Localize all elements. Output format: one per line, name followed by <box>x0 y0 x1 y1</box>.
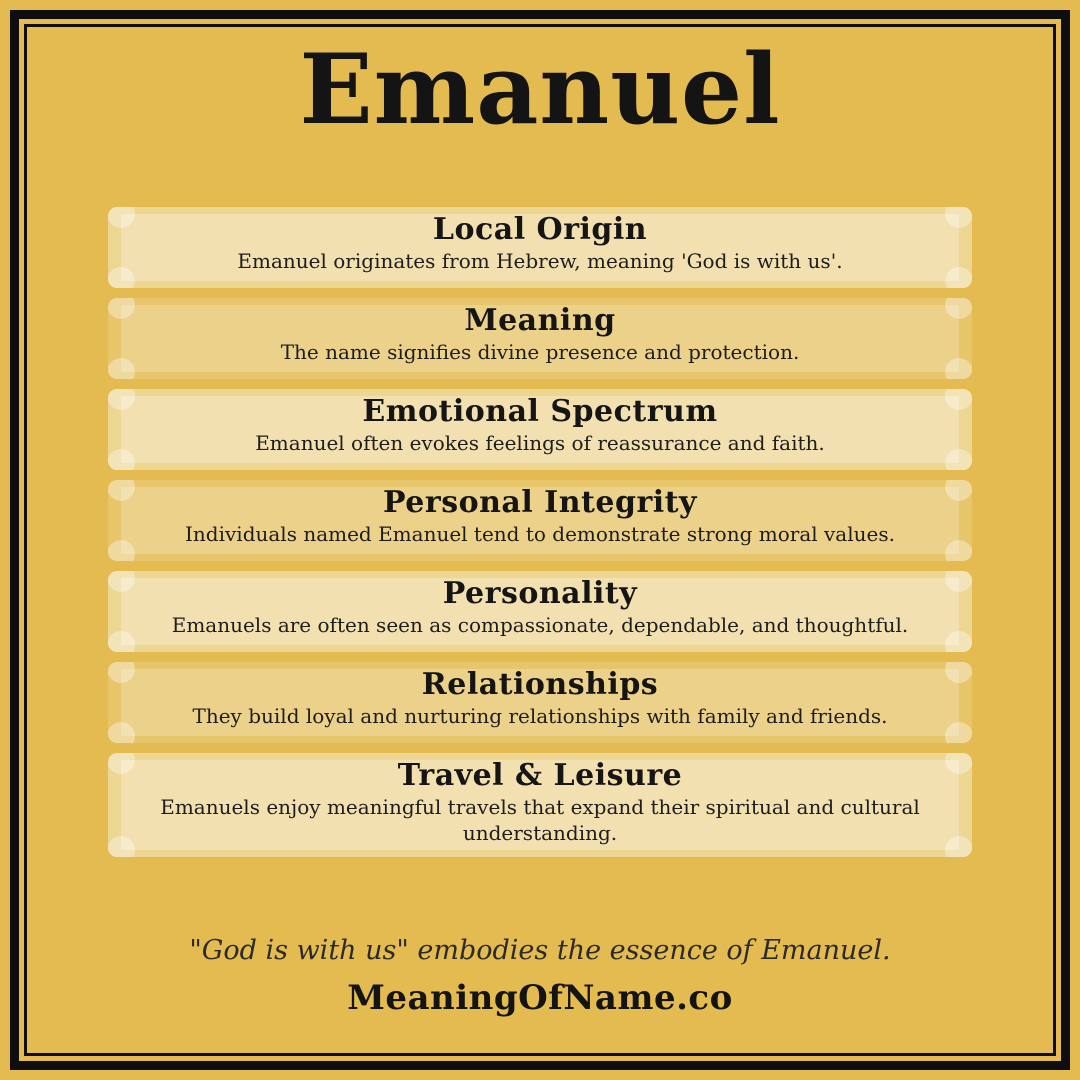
card-text <box>108 662 972 730</box>
brand-name: MeaningOfName.co <box>347 977 733 1018</box>
card-personality <box>108 571 972 652</box>
card-emotional-spectrum <box>108 389 972 470</box>
card-description: They build loyal and nurturing relationships with family and friends. <box>192 704 888 729</box>
poster-content <box>27 27 1053 1053</box>
card-description: The name signifies divine presence and protection. <box>280 340 800 365</box>
card-text <box>108 298 972 366</box>
card-text <box>108 207 972 275</box>
card-description: Emanuels are often seen as compassionate, dependable, and thoughtful. <box>171 613 909 638</box>
card-description: Emanuels enjoy meaningful travels that expand their spiritual and cultural understanding. <box>160 795 920 846</box>
card-description: Emanuel originates from Hebrew, meaning 'God is with us'. <box>237 249 843 274</box>
page-title: Emanuel <box>299 33 781 146</box>
card-relationships <box>108 662 972 743</box>
card-travel-leisure <box>108 753 972 857</box>
card-title: Relationships <box>421 666 659 702</box>
card-title: Personal Integrity <box>383 484 697 520</box>
card-title: Local Origin <box>432 211 648 247</box>
card-description: Individuals named Emanuel tend to demonstrate strong moral values. <box>185 522 895 547</box>
card-title: Travel & Leisure <box>397 757 683 793</box>
card-title: Meaning <box>464 302 616 338</box>
card-text <box>108 753 972 847</box>
footer-quote: "God is with us" embodies the essence of Emanuel. <box>189 934 891 966</box>
card-title: Emotional Spectrum <box>362 393 718 429</box>
card-description: Emanuel often evokes feelings of reassurance and faith. <box>255 431 825 456</box>
card-meaning <box>108 298 972 379</box>
card-personal-integrity <box>108 480 972 561</box>
card-text <box>108 480 972 548</box>
card-title: Personality <box>442 575 638 611</box>
card-text <box>108 389 972 457</box>
card-local-origin <box>108 207 972 288</box>
card-text <box>108 571 972 639</box>
card-list <box>108 207 972 857</box>
